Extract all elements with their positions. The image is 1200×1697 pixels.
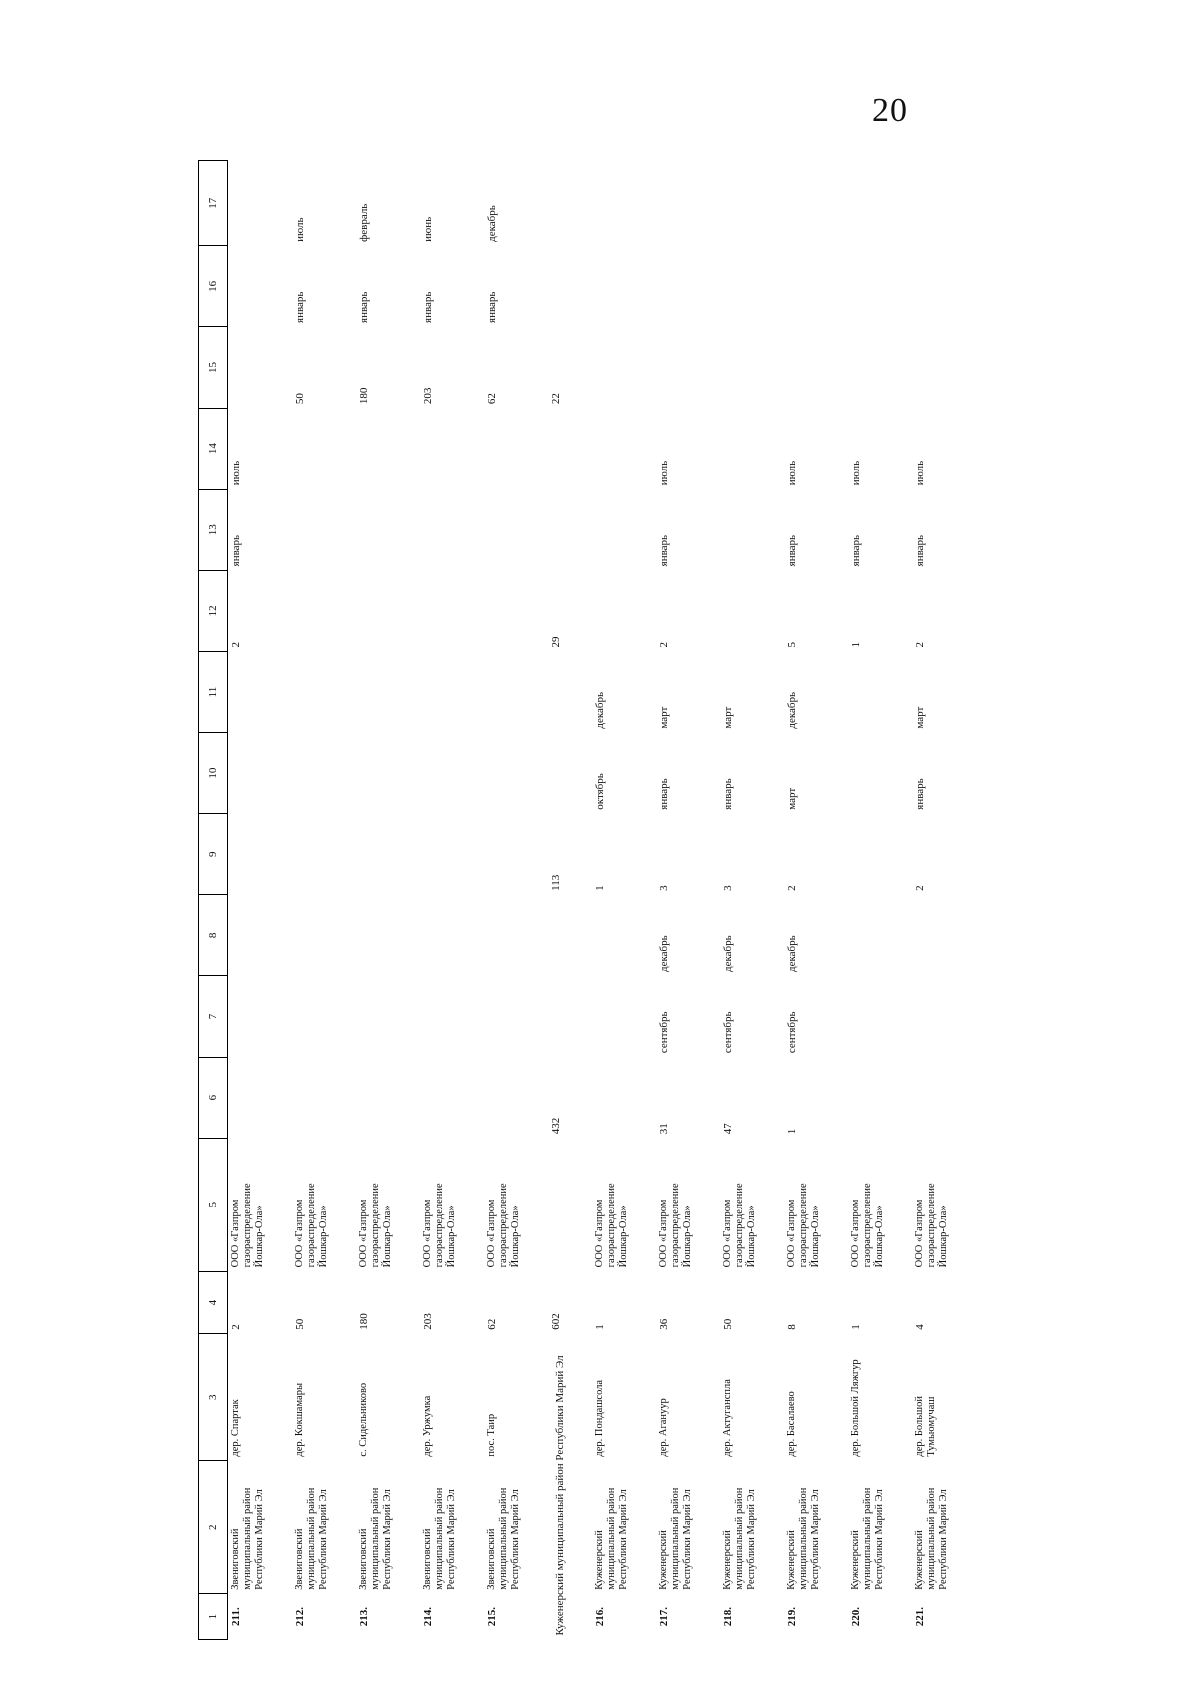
cell-col-15: 62 [486,393,498,405]
cell-col-7 [592,976,656,1057]
cell-col-2: Куженерский муниципальный район Республики Марий Эл [850,1487,886,1590]
data-table [198,160,976,1640]
cell-col-4: 1 [594,1324,606,1330]
cell-col-5: ООО «Газпром газораспределение Йошкар-Ола» [850,1183,886,1268]
subtotal-cell-12: 29 [550,636,562,648]
cell-col-3: дер. Агануур [658,1398,669,1457]
cell-col-15 [656,327,720,408]
cell-col-1: 212. [294,1607,306,1627]
cell-col-9: 2 [786,885,798,891]
column-header-12: 12 [199,570,228,651]
cell-col-11: декабрь [594,691,606,729]
cell-col-8 [848,895,912,976]
cell-col-17 [720,161,784,246]
cell-col-16 [592,246,656,327]
cell-col-2: Звениговский муниципальный район Республики Марий Эл [422,1487,458,1590]
cell-col-12 [292,570,356,651]
cell-col-4: 50 [722,1318,734,1330]
cell-col-3: дер. Кокшамары [294,1383,305,1457]
cell-col-7 [848,976,912,1057]
cell-col-10: январь [722,778,734,810]
cell-col-5: ООО «Газпром газораспределение Йошкар-Ола» [358,1183,394,1268]
cell-col-5: ООО «Газпром газораспределение Йошкар-Ола» [294,1183,330,1268]
table-row [484,161,548,1640]
table-row [228,161,293,1640]
cell-col-10 [420,733,484,814]
cell-col-10 [848,733,912,814]
cell-col-4: 4 [914,1324,926,1330]
column-header-3: 3 [199,1334,228,1461]
cell-col-3: дер. Большой Тумьюмучаш [914,1395,938,1457]
cell-col-1: 213. [358,1607,370,1627]
cell-col-12 [420,570,484,651]
cell-col-4: 36 [658,1318,670,1330]
cell-col-17 [228,161,293,246]
subtotal-cell-16 [548,246,592,327]
cell-col-16: январь [294,291,306,323]
cell-col-1: 216. [594,1607,606,1627]
cell-col-14 [484,408,548,489]
cell-col-5: ООО «Газпром газораспределение Йошкар-Ола» [230,1183,266,1268]
cell-col-14: июль [230,460,242,486]
cell-col-11: декабрь [786,691,798,729]
column-header-11: 11 [199,651,228,732]
cell-col-1: 218. [722,1607,734,1627]
cell-col-4: 1 [850,1324,862,1330]
cell-col-17 [784,161,848,246]
cell-col-7 [228,976,293,1057]
cell-col-12: 2 [914,641,926,648]
cell-col-7 [484,976,548,1057]
cell-col-3: дер. Большой Ляжгур [850,1359,861,1457]
cell-col-11 [420,651,484,732]
cell-col-16 [228,246,293,327]
column-header-10: 10 [199,733,228,814]
cell-col-8 [356,895,420,976]
cell-col-8: декабрь [722,935,734,972]
cell-col-14 [356,408,420,489]
column-header-6: 6 [199,1057,228,1138]
cell-col-1: 221. [914,1607,926,1627]
cell-col-15: 180 [358,387,370,405]
table-row [848,161,912,1640]
cell-col-12 [592,570,656,651]
cell-col-6 [848,1057,912,1138]
column-header-5: 5 [199,1138,228,1271]
cell-col-17: июнь [422,216,434,242]
cell-col-15: 50 [294,393,306,405]
table-row [420,161,484,1640]
column-header-14: 14 [199,408,228,489]
subtotal-cell-14 [548,408,592,489]
cell-col-13 [356,489,420,570]
subtotal-cell-8 [548,895,592,976]
cell-col-16 [848,246,912,327]
cell-col-15 [784,327,848,408]
cell-col-7: сентябрь [786,1011,798,1054]
cell-col-9: 2 [914,885,926,891]
cell-col-8 [484,895,548,976]
cell-col-13 [292,489,356,570]
cell-col-3: дер. Пондашсола [594,1379,605,1457]
cell-col-3: с. Сидельниково [358,1382,369,1457]
cell-col-14: июль [658,460,670,486]
cell-col-9: 3 [658,885,670,891]
table-row [356,161,420,1640]
table-row [592,161,656,1640]
cell-col-12 [720,570,784,651]
cell-col-1: 214. [422,1607,434,1627]
cell-col-13 [592,489,656,570]
cell-col-16 [656,246,720,327]
cell-col-3: дер. Басалаево [786,1391,797,1457]
cell-col-7 [356,976,420,1057]
cell-col-6: 31 [658,1123,670,1135]
cell-col-14 [420,408,484,489]
column-header-2: 2 [199,1461,228,1594]
cell-col-10: март [786,787,798,810]
subtotal-cell-15: 22 [550,393,562,405]
cell-col-7: сентябрь [722,1011,734,1054]
column-header-17: 17 [199,161,228,246]
cell-col-17 [592,161,656,246]
cell-col-1: 211. [230,1607,242,1626]
cell-col-6 [484,1057,548,1138]
cell-col-17: июль [294,217,306,242]
cell-col-5: ООО «Газпром газораспределение Йошкар-Ола» [486,1183,522,1268]
column-header-9: 9 [199,814,228,895]
cell-col-10 [356,733,420,814]
cell-col-2: Куженерский муниципальный район Республики Марий Эл [658,1487,694,1590]
subtotal-cell-6: 432 [550,1117,562,1135]
cell-col-6: 47 [722,1123,734,1135]
column-header-8: 8 [199,895,228,976]
cell-col-10: октябрь [594,773,606,810]
cell-col-16: январь [358,291,370,323]
cell-col-12 [356,570,420,651]
cell-col-8: декабрь [786,935,798,972]
cell-col-4: 8 [786,1324,798,1330]
cell-col-7 [420,976,484,1057]
cell-col-8 [292,895,356,976]
cell-col-7 [912,976,976,1057]
cell-col-10 [228,733,293,814]
cell-col-3: пос. Таир [486,1413,497,1457]
cell-col-16 [784,246,848,327]
cell-col-9 [356,814,420,895]
cell-col-5: ООО «Газпром газораспределение Йошкар-Ола» [786,1183,822,1268]
cell-col-15: 203 [422,387,434,405]
column-header-4: 4 [199,1271,228,1333]
cell-col-7: сентябрь [658,1011,670,1054]
table-body [228,161,977,1640]
cell-col-8 [228,895,293,976]
cell-col-5: ООО «Газпром газораспределение Йошкар-Ола» [658,1183,694,1268]
subtotal-cell-4: 602 [550,1313,562,1330]
subtotal-cell-7 [548,976,592,1057]
page-number: 20 [872,92,908,129]
cell-col-15 [228,327,293,408]
cell-col-17 [848,161,912,246]
cell-col-8 [912,895,976,976]
cell-col-13: январь [914,534,926,567]
cell-col-1: 220. [850,1607,862,1627]
cell-col-9 [420,814,484,895]
cell-col-2: Куженерский муниципальный район Республики Марий Эл [786,1487,822,1590]
cell-col-6 [420,1057,484,1138]
subtotal-cell-10 [548,733,592,814]
cell-col-6 [912,1057,976,1138]
cell-col-8 [420,895,484,976]
cell-col-2: Звениговский муниципальный район Республики Марий Эл [486,1487,522,1590]
cell-col-6 [356,1057,420,1138]
cell-col-11: март [722,706,734,729]
cell-col-14: июль [850,460,862,486]
cell-col-13: январь [850,534,862,567]
cell-col-11 [356,651,420,732]
table-row [292,161,356,1640]
table-row [656,161,720,1640]
cell-col-11 [292,651,356,732]
cell-col-16 [912,246,976,327]
cell-col-14: июль [914,460,926,486]
cell-col-11: март [914,706,926,729]
cell-col-4: 62 [486,1318,498,1330]
cell-col-11: март [658,706,670,729]
cell-col-4: 180 [358,1313,370,1330]
subtotal-cell-13 [548,489,592,570]
cell-col-9 [292,814,356,895]
cell-col-12: 2 [230,641,242,648]
cell-col-5: ООО «Газпром газораспределение Йошкар-Ола» [422,1183,458,1268]
cell-col-12: 1 [850,641,862,648]
cell-col-9 [848,814,912,895]
cell-col-12 [484,570,548,651]
cell-col-13 [484,489,548,570]
column-header-15: 15 [199,327,228,408]
cell-col-3: дер. Уржумка [422,1395,433,1457]
subtotal-cell-11 [548,651,592,732]
subtotal-cell-5 [548,1138,592,1271]
cell-col-11 [484,651,548,732]
cell-col-6 [228,1057,293,1138]
cell-col-10: январь [914,778,926,810]
cell-col-2: Куженерский муниципальный район Республики Марий Эл [914,1487,950,1590]
cell-col-13: январь [658,534,670,567]
cell-col-4: 50 [294,1318,306,1330]
cell-col-8: декабрь [658,935,670,972]
cell-col-7 [292,976,356,1057]
cell-col-14 [592,408,656,489]
subtotal-row [548,161,592,1640]
cell-col-17: февраль [358,203,370,242]
cell-col-12: 2 [658,641,670,648]
cell-col-2: Куженерский муниципальный район Республики Марий Эл [594,1487,630,1590]
cell-col-13: январь [230,534,242,567]
table-row [720,161,784,1640]
cell-col-5: ООО «Газпром газораспределение Йошкар-Ола» [594,1183,630,1268]
subtotal-cell-17 [548,161,592,246]
subtotal-label: Куженерский муниципальный район Республики Марий Эл [554,1355,566,1636]
cell-col-15 [720,327,784,408]
cell-col-5: ООО «Газпром газораспределение Йошкар-Ола» [722,1183,758,1268]
cell-col-9 [484,814,548,895]
cell-col-6: 1 [786,1128,798,1135]
cell-col-10 [292,733,356,814]
column-header-1: 1 [199,1594,228,1640]
cell-col-4: 2 [230,1324,242,1330]
cell-col-11 [228,651,293,732]
cell-col-3: дер. Спартак [230,1399,241,1457]
column-header-16: 16 [199,246,228,327]
cell-col-5: ООО «Газпром газораспределение Йошкар-Ола» [914,1183,950,1268]
cell-col-6 [292,1057,356,1138]
subtotal-cell-9: 113 [550,874,562,891]
cell-col-9: 3 [722,885,734,891]
column-header-13: 13 [199,489,228,570]
cell-col-3: дер. Актуганспла [722,1379,733,1457]
cell-col-17 [912,161,976,246]
cell-col-2: Звениговский муниципальный район Республики Марий Эл [358,1487,394,1590]
cell-col-16: январь [422,291,434,323]
cell-col-15 [592,327,656,408]
table-row [912,161,976,1640]
cell-col-6 [592,1057,656,1138]
cell-col-8 [592,895,656,976]
cell-col-2: Звениговский муниципальный район Республики Марий Эл [230,1487,266,1590]
header-row [199,161,228,1640]
cell-col-14 [292,408,356,489]
cell-col-16: январь [486,291,498,323]
cell-col-16 [720,246,784,327]
cell-col-1: 217. [658,1607,670,1627]
cell-col-12: 5 [786,641,798,648]
cell-col-17 [656,161,720,246]
cell-col-13 [720,489,784,570]
cell-col-1: 219. [786,1607,798,1627]
cell-col-2: Куженерский муниципальный район Республики Марий Эл [722,1487,758,1590]
cell-col-9: 1 [594,885,606,891]
table-row [784,161,848,1640]
cell-col-9 [228,814,293,895]
cell-col-10 [484,733,548,814]
cell-col-13 [420,489,484,570]
column-header-7: 7 [199,976,228,1057]
cell-col-13: январь [786,534,798,567]
cell-col-11 [848,651,912,732]
cell-col-4: 203 [422,1313,434,1330]
rotated-table-sheet [198,160,1198,1640]
cell-col-14 [720,408,784,489]
cell-col-2: Звениговский муниципальный район Республики Марий Эл [294,1487,330,1590]
cell-col-10: январь [658,778,670,810]
cell-col-17: декабрь [486,205,498,242]
cell-col-15 [848,327,912,408]
cell-col-15 [912,327,976,408]
cell-col-1: 215. [486,1607,498,1627]
cell-col-14: июль [786,460,798,486]
